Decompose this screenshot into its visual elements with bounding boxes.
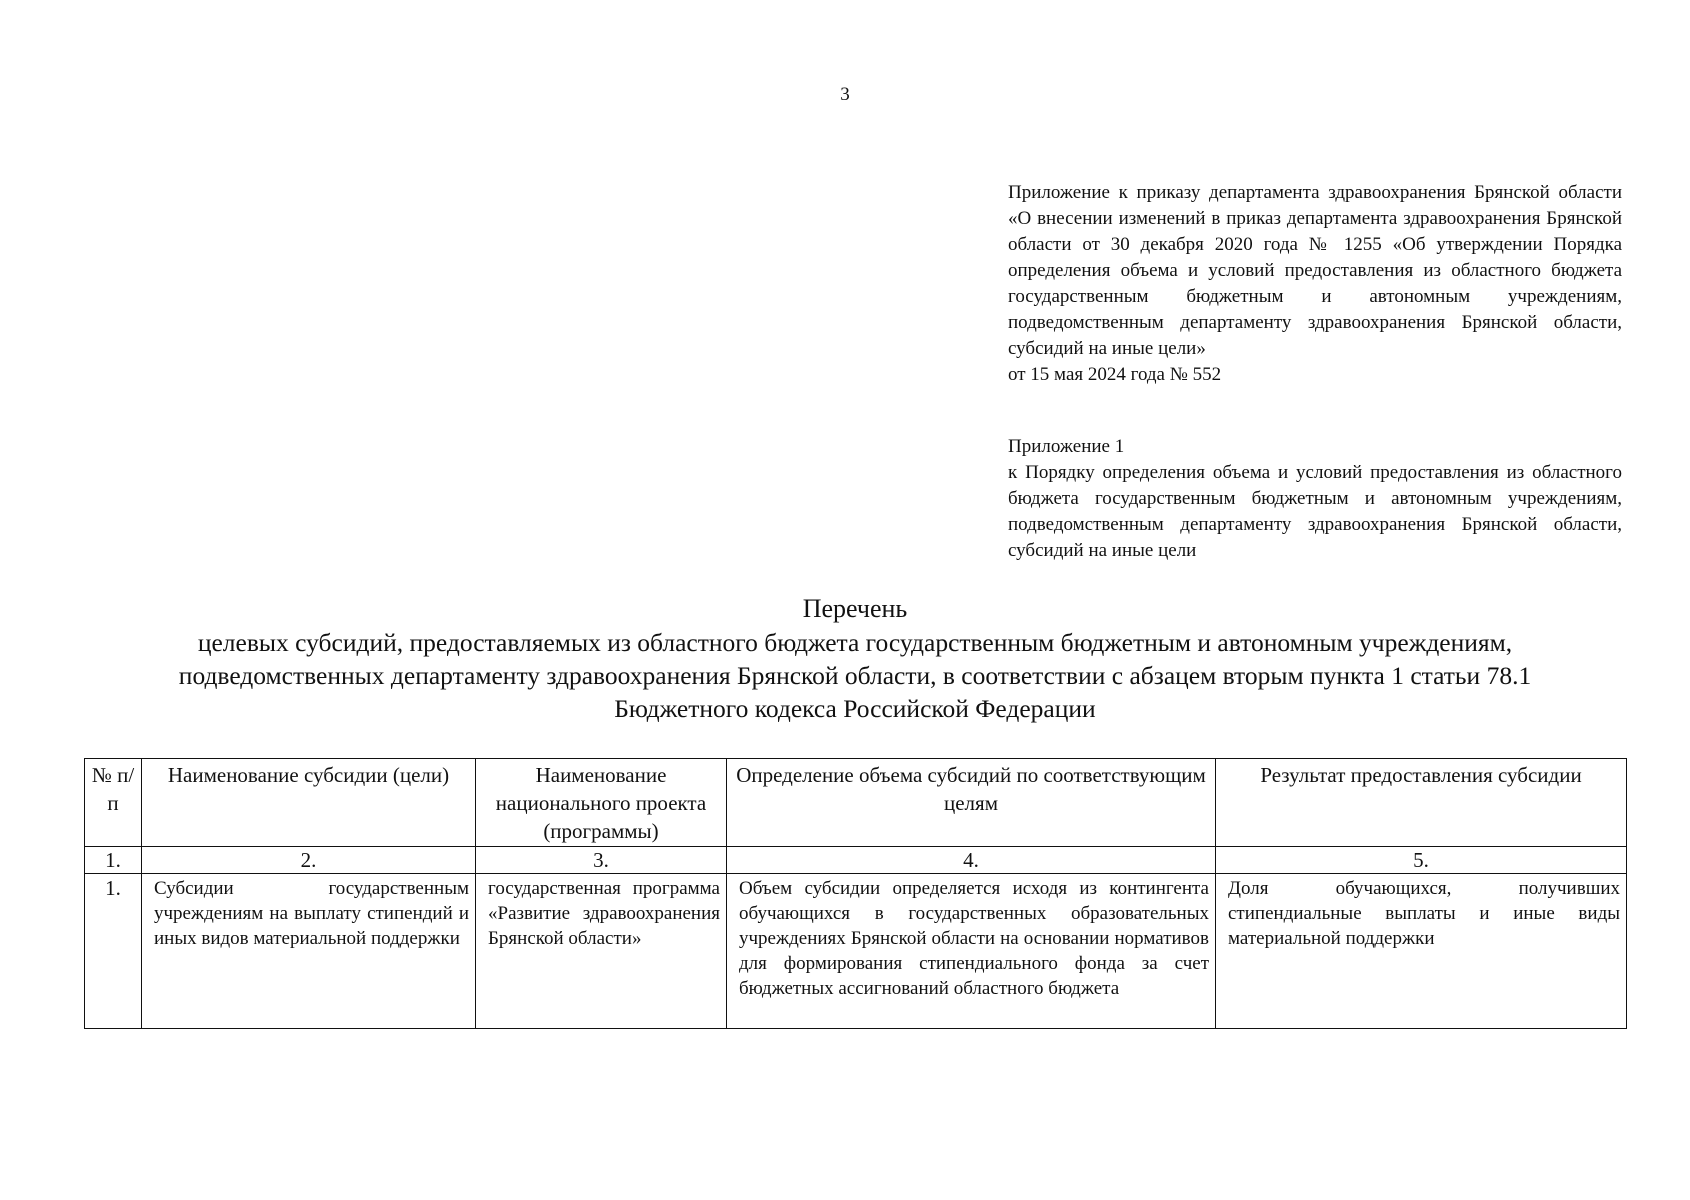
table-row — [85, 874, 1627, 1029]
document-title-line-3: Бюджетного кодекса Российской Федерации — [614, 694, 1096, 723]
header-subsidy-name: Наименование субсидии (цели) — [142, 759, 476, 847]
header-number: № п/п — [85, 759, 142, 847]
volume-definition-cell: Объем субсидии определяется исходя из контингента обучающихся в государственных образовательных учреждениях Брянской области на основании нормативов для формирования стипендиального фонда за счет бюджетных ассигнований областного бюджета — [727, 874, 1216, 1029]
table-header-row — [85, 759, 1627, 847]
row-number: 1. — [85, 874, 142, 1029]
header-volume-definition: Определение объема субсидий по соответствующим целям — [727, 759, 1216, 847]
document-title-line-2: подведомственных департаменту здравоохранения Брянской области, в соответствии с абзацем вторым пункта 1 статьи 78.1 — [178, 661, 1532, 690]
subsidy-name-cell: Субсидии государственным учреждениям на выплату стипендий и иных видов материальной поддержки — [142, 874, 476, 1029]
column-number: 1. — [85, 847, 142, 874]
page-number: 3 — [840, 84, 850, 105]
appendix-procedure-text: к Порядку определения объема и условий предоставления из областного бюджета государственным бюджетным и автономным учреждениям, подведомственным департаменту здравоохранения Брянской области, субсидий на иные цели — [1008, 462, 1622, 561]
column-number-row — [85, 847, 1627, 874]
result-cell: Доля обучающихся, получивших стипендиальные выплаты и иные виды материальной поддержки — [1216, 874, 1627, 1029]
document-title-main: Перечень — [802, 594, 908, 623]
document-title — [80, 592, 1630, 725]
appendix-order-date: от 15 мая 2024 года № 552 — [1008, 364, 1222, 385]
appendix-procedure-block — [1008, 434, 1622, 564]
column-number: 5. — [1216, 847, 1627, 874]
column-number: 2. — [142, 847, 476, 874]
appendix-order-block — [1008, 180, 1622, 388]
national-project-cell: государственная программа «Развитие здравоохранения Брянской области» — [476, 874, 727, 1029]
column-number: 3. — [476, 847, 727, 874]
appendix-order-text: Приложение к приказу департамента здравоохранения Брянской области «О внесении изменений в приказ департамента здравоохранения Брянской области от 30 декабря 2020 года № 1255 «Об утверждении Порядка определения объема и условий предоставления из областного бюджета государственным бюджетным и автономным учреждениям, подведомственным департаменту здравоохранения Брянской области, субсидий на иные цели» — [1008, 182, 1622, 359]
column-number: 4. — [727, 847, 1216, 874]
subsidy-table — [84, 758, 1627, 1029]
appendix-procedure-title: Приложение 1 — [1008, 436, 1125, 457]
header-result: Результат предоставления субсидии — [1216, 759, 1627, 847]
header-national-project: Наименование национального проекта (программы) — [476, 759, 727, 847]
document-title-line-1: целевых субсидий, предоставляемых из областного бюджета государственным бюджетным и автономным учреждениям, — [197, 628, 1513, 657]
